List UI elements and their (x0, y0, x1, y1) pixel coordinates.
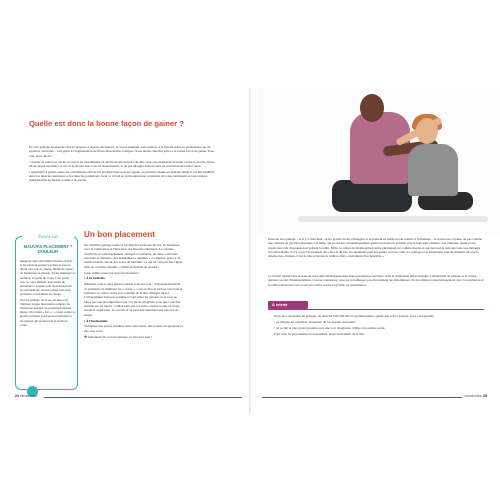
intro-bullet: • Apprendre à gainer toutes les articulations afin de les protéger dans tous les appuis, et parvenir ensuite au gainage intégral, parfait équilibre entre les muscles antérieurs et les muscles postérieurs. Seul ce travail en profondeur peut construire un tonus permanent et sans tension, indispensable au bipède soumis à la gravité. (29, 169, 215, 183)
retenir-paragraph: Pour cela, les placements sont essentiels, jusqu'au moment de la tête. (274, 331, 365, 336)
intro-text (29, 145, 219, 184)
footer-section: Introduction (19, 394, 38, 398)
left-page-content (0, 88, 250, 414)
placement-paragraph: Un véritable gainage renforce les muscles profonds du dos, en harmonie avec la tonification et l'élévation des muscles antérieurs. La colonne vertébrale est ainsi réellement allongée et soutenue, les deux courbures cervicale et lombaire sont maintenues « dépliées » et alignées, grâce à un transformateur autour des zones de mobilité. Ce qui ne veut pas être rigide mais au contraire flexible, comme le flexible de douche ! (84, 243, 183, 269)
page-number: 25 (483, 394, 487, 398)
retenir-paragraph: Dans ma conception du gainage, on cherche TOUJOURS un grandissement, quelle que soit la posture. Pour s'autograndir, (274, 314, 435, 318)
subsection-heading: Un bon placement (84, 230, 155, 239)
placement-paragraph: Cette subtile passe par un bon placement : (84, 270, 140, 275)
retenir-tag: À retenir (268, 301, 308, 309)
right-text-2 (268, 274, 484, 289)
zoom-headline: MAUVAIS PLACEMENT = DOULEUR (23, 244, 73, 254)
placement-paragraph: Imaginez-vous le plus grand possible sous une tour ; l'autograndissement va permettre de diminuer les « creux » : c'est ce dire la lordose cervicale et lombaire, le ventre rentre et le sommet de la tête s'éloigne du sol. L'allongement n'est pas possible si vous pliez les genoux ou si vous ne faites pas une décompression par vos pieds. Imaginez-vous que vous êtes nommé sur les talons ; veillez bien que le bassin, rassure la tête en avant, boude la respiration. Ce on fait, il ne peut être maintenu que très peu de temps. (84, 282, 183, 317)
right-text-1 (268, 237, 484, 260)
photo-man-legs (332, 180, 412, 212)
page-number: 24 (15, 394, 19, 398)
zoom-body (20, 259, 75, 328)
photo-mat (298, 216, 488, 222)
photo-woman-torso (408, 144, 458, 196)
intro-bullet: • Arrêter de renforcer ouvert et ouvert les abdominaux en décrivant des muscles du dos, ceux qui permettent de lutter contre la gravité. Nous allons plutôt équilibrer le dos et le devant dans tous les mouvements, et ne pas allonger dans un sens en concurrençant dans l'autre. (29, 159, 215, 168)
placement-text (84, 243, 184, 340)
footer-rule (262, 397, 462, 398)
intro-paragraph: Un bon gainage en planche devrait préparer à résister des heures, de façon naturelle, sans tension, à la gravité selon en permanence sur de postures verticales – cela grâce à l'augmentation de fibres musculaires toniques. Nous allons chercher grâce à la bonne façon de gainer. Pour cela, nous allons : (29, 145, 215, 158)
left-footer (15, 394, 37, 398)
right-paragraph: Ce travail reprend des notions de base déjà développées dans mes précédentes ouvrages, telle la respiration physiologique, l'intégration du périnée et la contre-nutation sacrée. Paradoxalement, vous le constaterez, nous ne travaillerons pas directement les abdominaux. Ils travailleront automatiquement avec la respiration et le renforcement de tout ce qui sera activé contre la gravité, en permanence. (268, 274, 484, 287)
placement-bullet-vertical: • À la verticale. (84, 276, 106, 281)
retenir-bullet: • on se fait le plus grand possible sous une tour imaginaire, même en position assise. (274, 325, 386, 330)
placement-paragraph: Visualisez une poutre installée entre deux murs, elle pousse en appuyant la tête vers vous : (84, 324, 183, 333)
zoom-paragraph: Un bon gainage, en fa ou, est une sorte d'armure longue musculaire complet, du bassin aux épaules, ne permettant aucune pliure. On revient « fort » ; « rester contre la gravité et moins lourd pour les hanches et les genoux qui portent tout le poids du corps. (20, 297, 75, 327)
retenir-rule (268, 309, 484, 310)
zoom-title: Zoom sur (22, 234, 74, 240)
photo-man-head (360, 94, 384, 122)
zoom-box (15, 236, 78, 390)
footer-section: Introduction (464, 394, 483, 398)
footer-rule (44, 397, 242, 398)
right-footer (465, 394, 487, 398)
right-paragraph: Dans un bon gainage – et il y a cherchant, où les grands droits s'allongent et se mettent en tension pour résister à l'étirement – le transverse s'ajoute, au pas comme une ceinture de gyration élastique à la taille, qui se resserre automatiquement quand on monte la poitrine vers le haut sans cambrer. Les obliques, quant à eux, jouent leur rôle d'expansion et galbent la taille. Enfin, le centre du diaphragme (centre phrénique) est comme un piston qui descend et remonte dans une mélange non déformable. Il n'y a pas d'écartement des côtes et du bas, les ligaments peuvent garder vers les côtés. Le gainage et la respiration sont étroitement liés par la détente des obliques. C'est ni plus ni moins le célèbre effet « abdominal d'un fertéabre » (268, 237, 483, 259)
section-heading: Quelle est donc la bonne façon de gainer ? (29, 119, 184, 128)
placement-note: ✤ Autrement dit, ne bon gainage, ça faut tout seul ! (84, 334, 152, 339)
yoga-photo (258, 88, 500, 234)
zoom-paragraph: Imaginez une boîte tablée massive en bois ; si les pieds ne portent pas dans la tour ou plutôt tous sous la charge, inutile de capter de l'épaisseur au plateau. Il faut aménager et renforcer la partie du corps. C'est pareil avec le corps humain. Une erreur de placement a toujours une répercussion sur les articulations, surtout quand elles sont porteuses et travaillent en charge. (20, 259, 75, 297)
retenir-bullet: • on éloigne les vertèbres, autrement dit les épaules du bassin ; (274, 319, 357, 324)
retenir-text (274, 314, 482, 337)
placement-bullet-horizontal: • À l'horizontale. (84, 318, 108, 323)
